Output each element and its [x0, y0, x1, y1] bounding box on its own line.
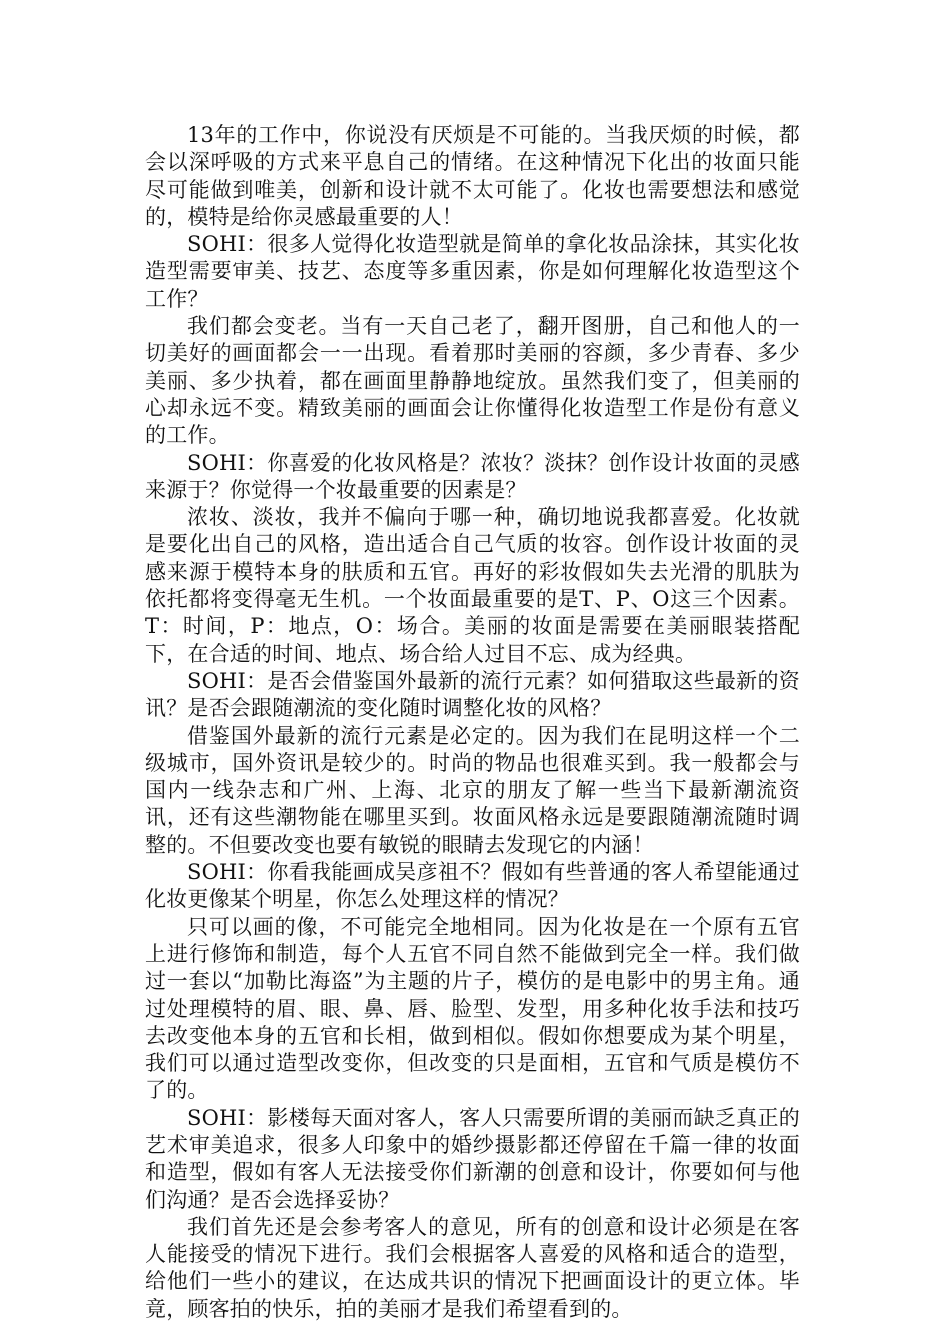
question-paragraph-5: SOHI：影楼每天面对客人，客人只需要所谓的美丽而缺乏真正的艺术审美追求，很多人印象中的婚纱摄影都还停留在千篇一律的妆面和造型，假如有客人无法接受你们新潮的创意和设计，你要如何与他们沟通？是否会选择妥协？ — [145, 1105, 800, 1212]
question-paragraph-2: SOHI：你喜爱的化妆风格是？浓妆？淡抹？创作设计妆面的灵感来源于？你觉得一个妆最重要的因素是？ — [145, 450, 800, 502]
paragraph-1: 13年的工作中，你说没有厌烦是不可能的。当我厌烦的时候，都会以深呼吸的方式来平息自己的情绪。在这种情况下化出的妆面只能尽可能做到唯美，创新和设计就不太可能了。化妆也需要想法和感觉的，模特是给你灵感最重要的人！ — [145, 123, 800, 229]
answer-paragraph-3: 借鉴国外最新的流行元素是必定的。因为我们在昆明这样一个二级城市，国外资讯是较少的。时尚的物品也很难买到。我一般都会与国内一线杂志和广州、上海、北京的朋友了解一些当下最新潮流资讯，还有这些潮物能在哪里买到。妆面风格永远是要跟随潮流随时调整的。不但要改变也要有敏锐的眼睛去发现它的内涵！ — [145, 723, 800, 857]
question-paragraph-1: SOHI：很多人觉得化妆造型就是简单的拿化妆品涂抹，其实化妆造型需要审美、技艺、态度等多重因素，你是如何理解化妆造型这个工作？ — [145, 232, 800, 311]
answer-paragraph-4: 只可以画的像，不可能完全地相同。因为化妆是在一个原有五官上进行修饰和制造，每个人五官不同自然不能做到完全一样。我们做过一套以“加勒比海盗”为主题的片子，模仿的是电影中的男主角。通过处理模特的眉、眼、鼻、唇、脸型、发型，用多种化妆手法和技巧去改变他本身的五官和长相，做到相似。假如你想要成为某个明星，我们可以通过造型改变你，但改变的只是面相，五官和气质是模仿不了的。 — [145, 914, 800, 1103]
answer-paragraph-1: 我们都会变老。当有一天自己老了，翻开图册，自己和他人的一切美好的画面都会一一出现。看着那时美丽的容颜，多少青春、多少美丽、多少执着，都在画面里静静地绽放。虽然我们变了，但美丽的心却永远不变。精致美丽的画面会让你懂得化妆造型工作是份有意义的工作。 — [145, 314, 800, 448]
article-body — [145, 122, 800, 1323]
answer-paragraph-5: 我们首先还是会参考客人的意见，所有的创意和设计必须是在客人能接受的情况下进行。我们会根据客人喜爱的风格和适合的造型，给他们一些小的建议，在达成共识的情况下把画面设计的更立体。毕竟，顾客拍的快乐，拍的美丽才是我们希望看到的。 — [145, 1214, 800, 1321]
answer-paragraph-2: 浓妆、淡妆，我并不偏向于哪一种，确切地说我都喜爱。化妆就是要化出自己的风格，造出适合自己气质的妆容。创作设计妆面的灵感来源于模特本身的肤质和五官。再好的彩妆假如失去光滑的肌肤为依托都将变得毫无生机。一个妆面最重要的是T、P、O这三个因素。T：时间，P：地点，O：场合。美丽的妆面是需要在美丽眼装搭配下，在合适的时间、地点、场合给人过目不忘、成为经典。 — [145, 505, 800, 666]
question-paragraph-4: SOHI：你看我能画成吴彦祖不？假如有些普通的客人希望能通过化妆更像某个明星，你怎么处理这样的情况？ — [145, 860, 800, 912]
question-paragraph-3: SOHI：是否会借鉴国外最新的流行元素？如何猎取这些最新的资讯？是否会跟随潮流的变化随时调整化妆的风格？ — [145, 668, 800, 721]
